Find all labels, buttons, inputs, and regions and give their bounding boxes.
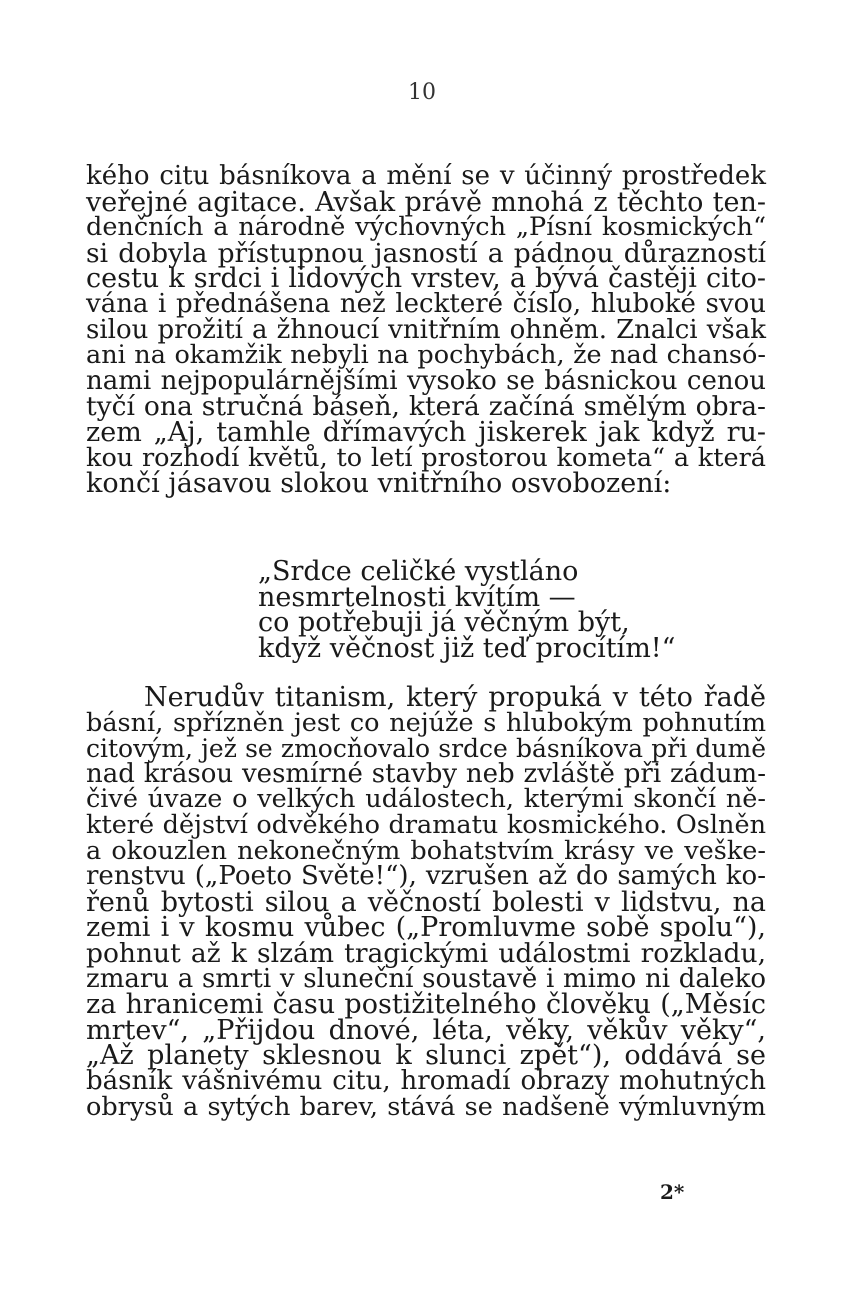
text-line: nad krásou vesmírné stavby neb zvláště při zádum- bbox=[86, 758, 766, 789]
text-line: cestu k srdci i lidových vrstev, a bývá častěji cito- bbox=[86, 263, 766, 295]
text-line: nami nejpopulárnějšími vysoko se básnickou cenou bbox=[86, 365, 766, 396]
text-line: řenů bytosti silou a věčností bolesti v lidstvu, na bbox=[86, 886, 766, 918]
page-number: 10 bbox=[408, 80, 436, 105]
paragraph-1 bbox=[86, 161, 766, 500]
signature-mark: 2* bbox=[660, 1180, 685, 1204]
poem-line: „Srdce celičké vystláno bbox=[258, 556, 579, 587]
text-line: pohnut až k slzám tragickými událostmi rozkladu, bbox=[86, 937, 766, 969]
text-line: citovým, jež se zmocňovalo srdce básníkova při dumě bbox=[86, 734, 766, 764]
poem-line: když věčnost již teď procítím!“ bbox=[258, 632, 676, 664]
text-line: kého citu básníkova a mění se v účinný prostředek bbox=[86, 161, 766, 191]
text-line: básní, spřízněn jest co nejúže s hlubokým pohnutím bbox=[86, 707, 766, 738]
poem-line: co potřebuji já věčným být, bbox=[258, 607, 630, 638]
text-line: tyčí ona stručná báseň, která začíná smělým obra- bbox=[86, 391, 766, 423]
text-line: Nerudův titanism, který propuká v této řadě bbox=[144, 682, 766, 713]
text-line: a okouzlen nekonečným bohatstvím krásy ve veške- bbox=[86, 835, 766, 866]
text-line: obrysů a sytých barev, stává se nadšeně výmluvným bbox=[86, 1091, 766, 1122]
text-line: čivé úvaze o velkých událostech, kterými skončí ně- bbox=[86, 784, 766, 815]
text-line: ani na okamžik nebyli na pochybách, že nad chansó- bbox=[86, 340, 766, 371]
text-line: mrtev“, „Přijdou dnové, léta, věky, věkův věky“, bbox=[86, 1014, 766, 1046]
text-line: básník vášnivému citu, hromadí obrazy mohutných bbox=[86, 1065, 766, 1096]
text-line: silou prožití a žhnoucí vnitřním ohněm. Znalci však bbox=[86, 314, 766, 345]
text-line: zem „Aj, tamhle dřímavých jiskerek jak když ru- bbox=[86, 416, 766, 448]
text-line: zmaru a smrti v sluneční soustavě i mimo ni daleko bbox=[86, 963, 766, 994]
text-line: vána i přednášena než leckteré číslo, hluboké svou bbox=[86, 288, 766, 319]
paragraph-2 bbox=[86, 682, 766, 1122]
text-line: končí jásavou slokou vnitřního osvobození: bbox=[86, 468, 672, 500]
text-line: zemi i v kosmu vůbec („Promluvme sobě spolu“), bbox=[86, 912, 766, 944]
text-line: které dějství odvěkého dramatu kosmického. Oslněn bbox=[86, 809, 766, 840]
text-line: kou rozhodí květů, to letí prostorou kometa“ a která bbox=[86, 442, 766, 473]
text-line: denčních a národně výchovných „Písní kosmických“ bbox=[86, 212, 766, 243]
poem-stanza bbox=[258, 556, 676, 664]
poem-line: nesmrtelnosti kvítím — bbox=[258, 581, 576, 613]
text-line: „Až planety sklesnou k slunci zpět“), oddává se bbox=[86, 1040, 766, 1072]
text-line: renstvu („Poeto Světe!“), vzrušen až do samých ko- bbox=[86, 861, 766, 892]
text-line: si dobyla přístupnou jasností a pádnou důrazností bbox=[86, 237, 766, 269]
text-line: veřejné agitace. Avšak právě mnohá z těchto ten- bbox=[86, 186, 766, 218]
text-line: za hranicemi času postižitelného člověku („Měsíc bbox=[86, 989, 766, 1021]
